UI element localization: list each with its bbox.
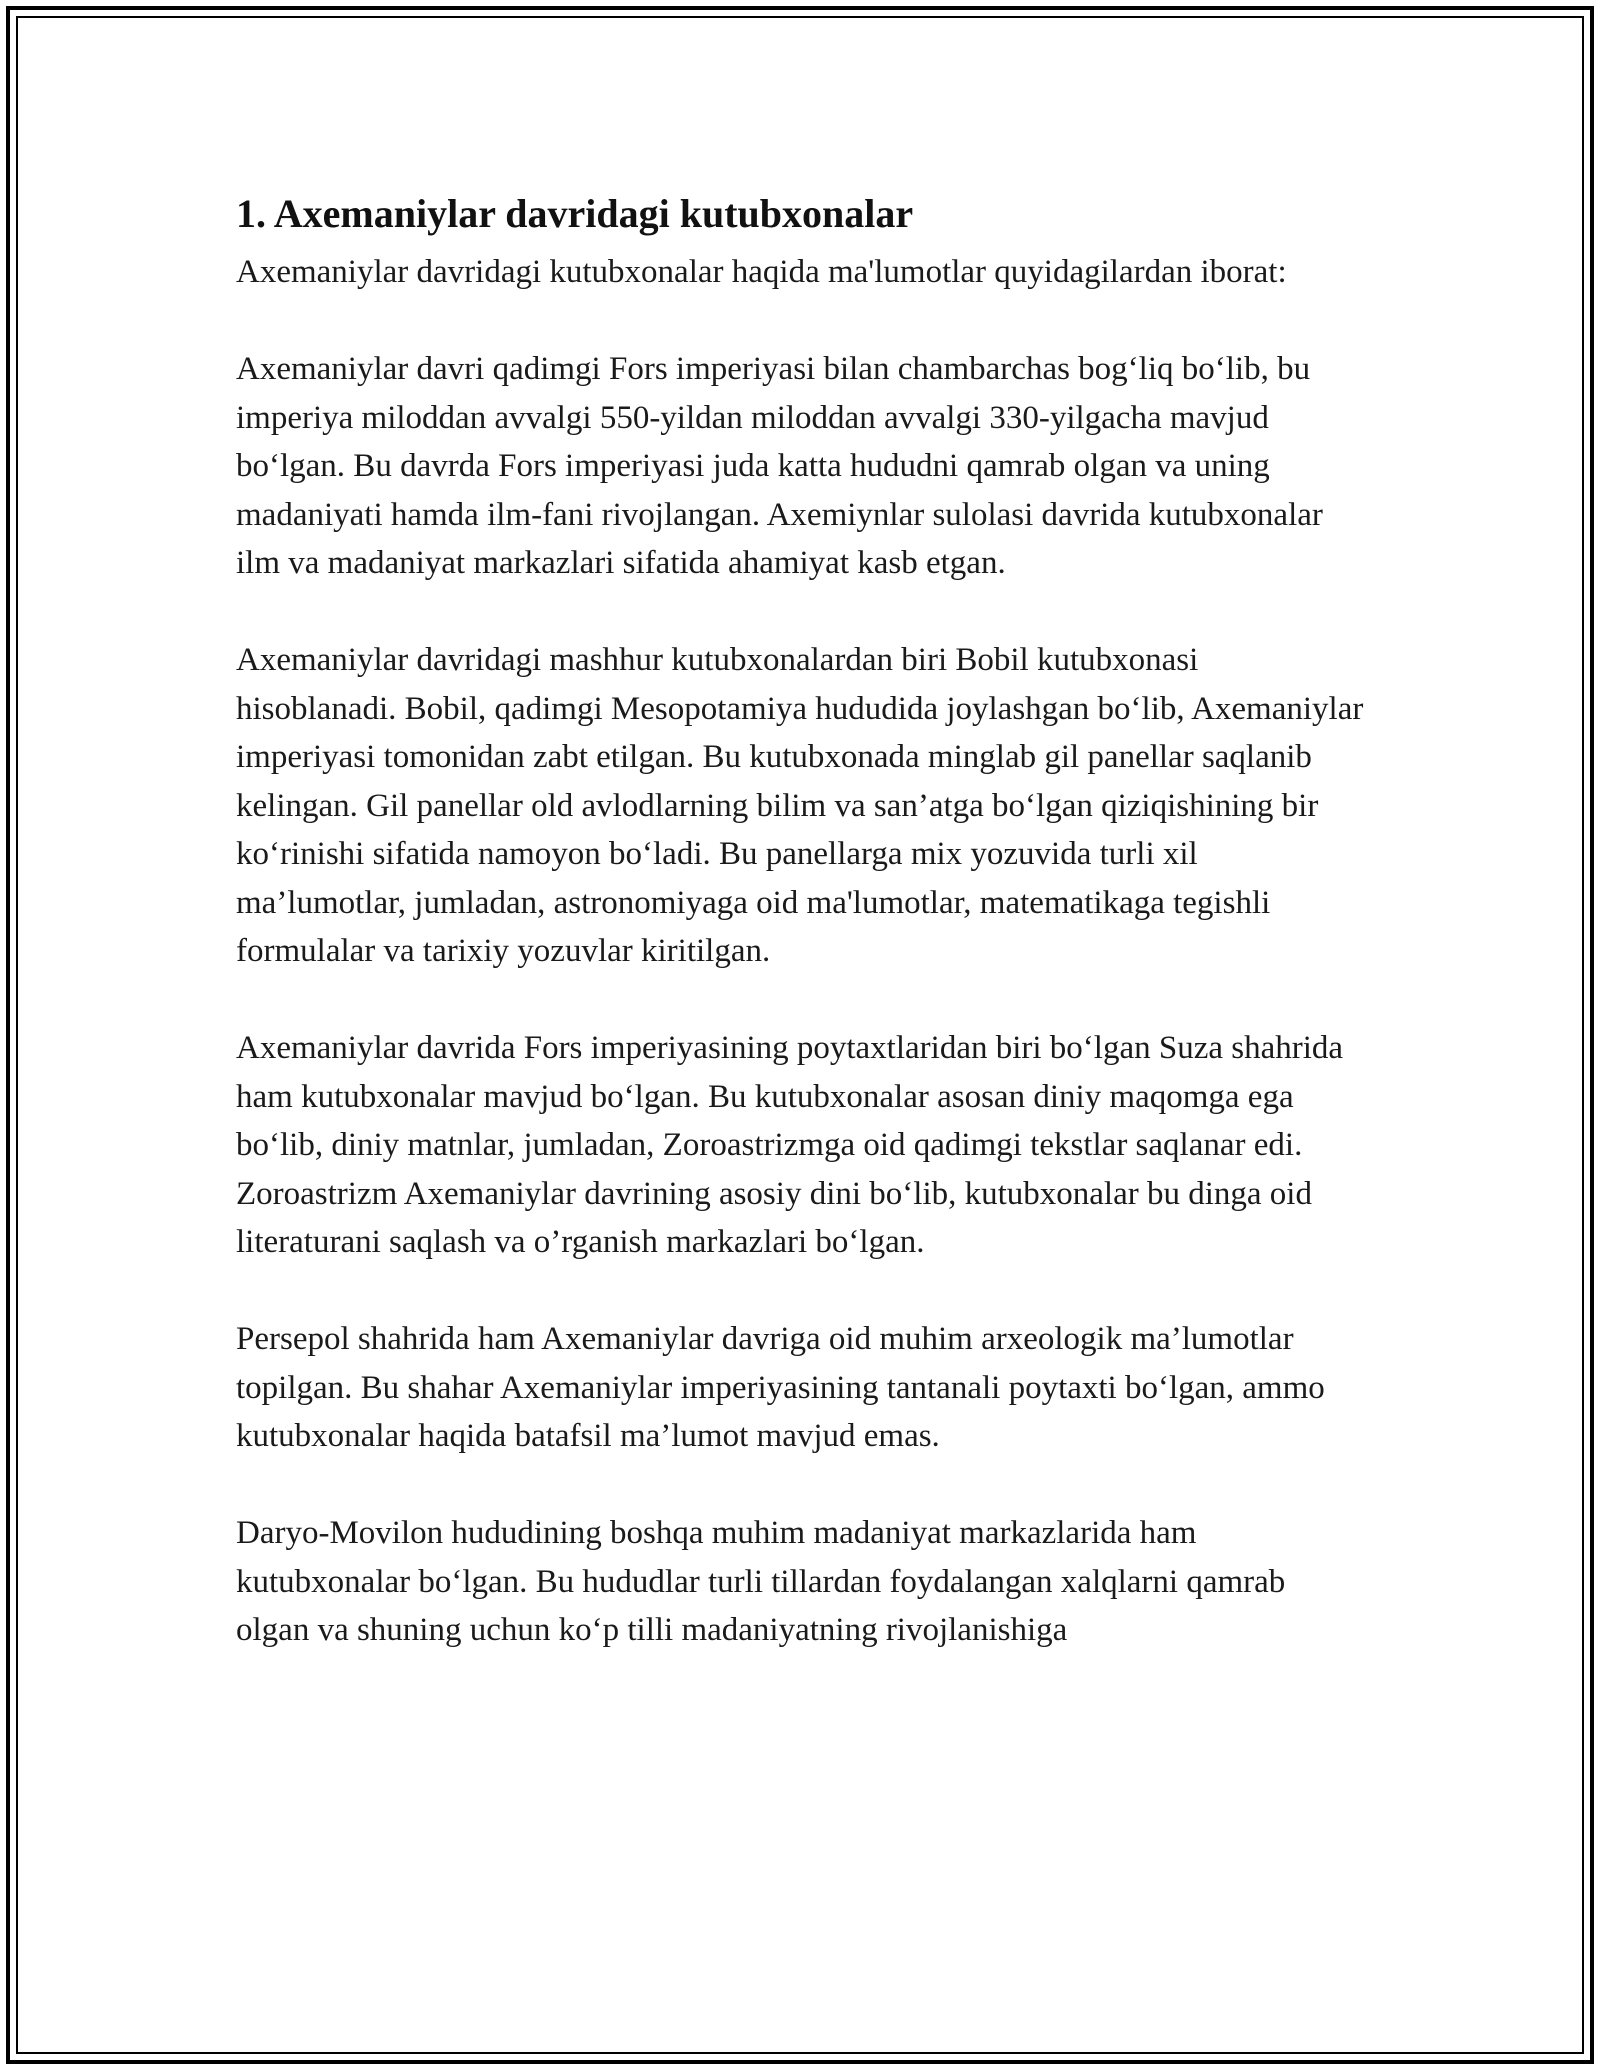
section-heading: 1. Axemaniylar davridagi kutubxonalar [236, 191, 914, 236]
paragraph-achaemenid-era: Axemaniylar davri qadimgi Fors imperiyasi bilan chambarchas bog‘liq bo‘lib, bu imperiya miloddan avvalgi 550-yildan miloddan avvalgi 330-yilgacha mavjud bo‘lgan. Bu davrda Fors imperiyasi juda katta hududni qamrab olgan va uning madaniyati hamda ilm-fani rivojlangan. Axemiynlar sulolasi davrida kutubxonalar ilm va madaniyat markazlari sifatida ahamiyat kasb etgan. [236, 351, 1323, 581]
paragraph-susa-libraries: Axemaniylar davrida Fors imperiyasining poytaxtlaridan biri bo‘lgan Suza shahrida ham kutubxonalar mavjud bo‘lgan. Bu kutubxonalar asosan diniy maqomga ega bo‘lib, diniy matnlar, jumladan, Zoroastrizmga oid qadimgi tekstlar saqlanar edi. Zoroastrizm Axemaniylar davrining asosiy dini bo‘lib, kutubxonalar bu dinga oid literaturani saqlash va o’rganish markazlari bo‘lgan. [236, 1030, 1344, 1260]
paragraph-intro: Axemaniylar davridagi kutubxonalar haqida ma'lumotlar quyidagilardan iborat: [236, 254, 1287, 290]
document-body [236, 186, 1366, 1655]
paragraph-cultural-centers: Daryo-Movilon hududining boshqa muhim madaniyat markazlarida ham kutubxonalar bo‘lgan. Bu hududlar turli tillardan foydalangan xalqlarni qamrab olgan va shuning uchun ko‘p tilli madaniyatning rivojlanishiga [236, 1515, 1286, 1648]
paragraph-babylon-library: Axemaniylar davridagi mashhur kutubxonalardan biri Bobil kutubxonasi hisoblanadi. Bobil, qadimgi Mesopotamiya hududida joylashgan bo‘lib, Axemaniylar imperiyasi tomonidan zabt etilgan. Bu kutubxonada minglab gil panellar saqlanib kelingan. Gil panellar old avlodlarning bilim va san’atga bo‘lgan qiziqishining bir ko‘rinishi sifatida namoyon bo‘ladi. Bu panellarga mix yozuvida turli xil ma’lumotlar, jumladan, astronomiyaga oid ma'lumotlar, matematikaga tegishli formulalar va tarixiy yozuvlar kiritilgan. [236, 642, 1364, 969]
paragraph-persepolis: Persepol shahrida ham Axemaniylar davriga oid muhim arxeologik ma’lumotlar topilgan. Bu shahar Axemaniylar imperiyasining tantanali poytaxti bo‘lgan, ammo kutubxonalar haqida batafsil ma’lumot mavjud emas. [236, 1321, 1325, 1454]
